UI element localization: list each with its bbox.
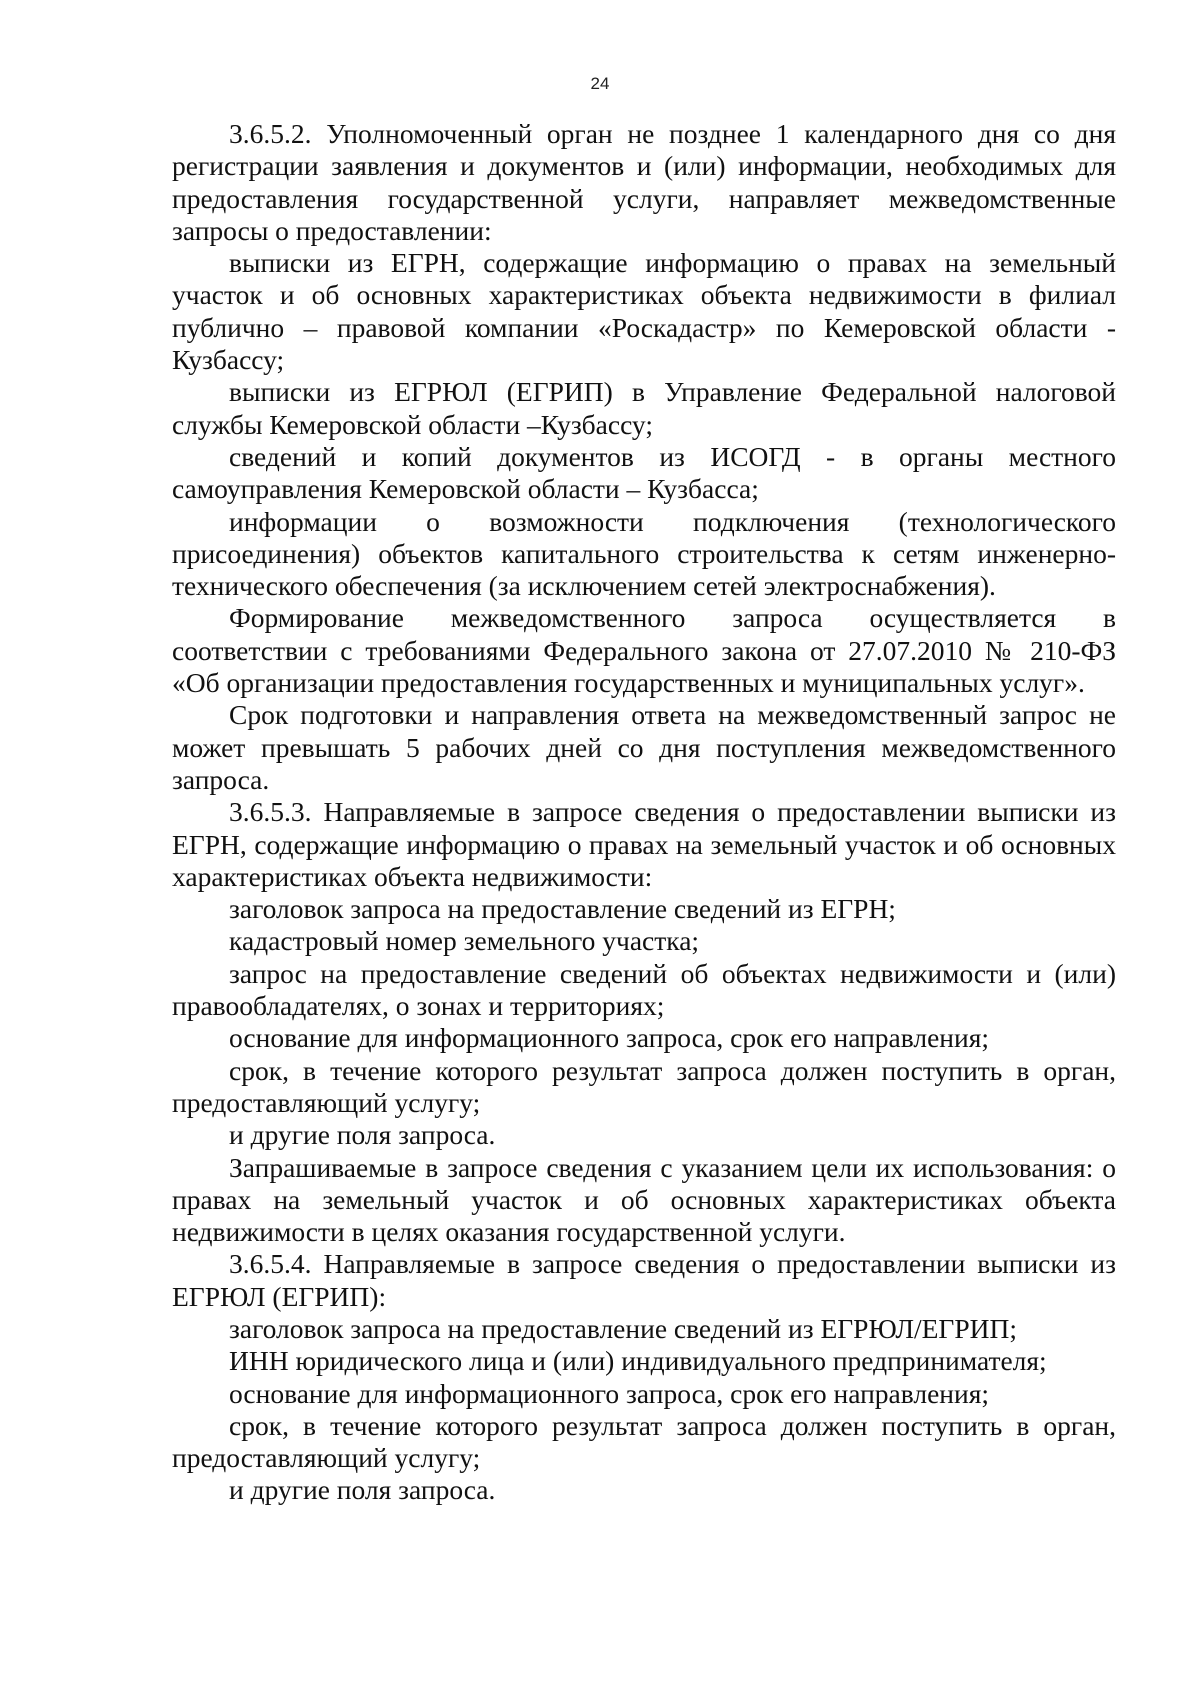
paragraph: кадастровый номер земельного участка; bbox=[229, 925, 700, 957]
paragraph: заголовок запроса на предоставление сведений из ЕГРН; bbox=[229, 893, 896, 925]
paragraph: 3.6.5.2. Уполномоченный орган не позднее 1 календарного дня со дня регистрации заявления и документов и (или) информации, необходимых для предоставления государственной услуги, направляет межведомственные запросы о предоставлении: bbox=[172, 118, 1116, 246]
paragraph: запрос на предоставление сведений об объектах недвижимости и (или) правообладателях, о зонах и территориях; bbox=[172, 957, 1116, 1022]
paragraph: информации о возможности подключения (технологического присоединения) объектов капитального строительства к сетям инженерно-технического обеспечения (за исключением сетей электроснабжения). bbox=[172, 505, 1116, 602]
paragraph: сведений и копий документов из ИСОГД - в органы местного самоуправления Кемеровской области – Кузбасса; bbox=[172, 440, 1116, 505]
paragraph: выписки из ЕГРН, содержащие информацию о правах на земельный участок и об основных характеристиках объекта недвижимости в филиал публично – правовой компании «Роскадастр» по Кемеровской области - Кузбассу; bbox=[172, 247, 1116, 376]
paragraph: Срок подготовки и направления ответа на межведомственный запрос не может превышать 5 рабочих дней со дня поступления межведомственного запроса. bbox=[172, 699, 1116, 795]
paragraph: срок, в течение которого результат запроса должен поступить в орган, предоставляющий услугу; bbox=[172, 1054, 1116, 1118]
paragraph: основание для информационного запроса, срок его направления; bbox=[229, 1377, 990, 1409]
paragraph: 3.6.5.4. Направляемые в запросе сведения о предоставлении выписки из ЕГРЮЛ (ЕГРИП): bbox=[172, 1248, 1116, 1312]
page-number: 24 bbox=[590, 74, 610, 93]
paragraph: основание для информационного запроса, срок его направления; bbox=[229, 1022, 990, 1054]
paragraph: выписки из ЕГРЮЛ (ЕГРИП) в Управление Федеральной налоговой службы Кемеровской области –Кузбассу; bbox=[172, 376, 1116, 440]
paragraph: Запрашиваемые в запросе сведения с указанием цели их использования: о правах на земельный участок и об основных характеристиках объекта недвижимости в целях оказания государственной услуги. bbox=[172, 1151, 1116, 1248]
paragraph: Формирование межведомственного запроса осуществляется в соответствии с требованиями Федерального закона от 27.07.2010 № 210-ФЗ «Об организации предоставления государственных и муниципальных услуг». bbox=[172, 602, 1116, 699]
document-body bbox=[172, 118, 1116, 1507]
paragraph: срок, в течение которого результат запроса должен поступить в орган, предоставляющий услугу; bbox=[172, 1409, 1116, 1474]
paragraph: и другие поля запроса. bbox=[229, 1119, 496, 1151]
paragraph: 3.6.5.3. Направляемые в запросе сведения о предоставлении выписки из ЕГРН, содержащие информацию о правах на земельный участок и об основных характеристиках объекта недвижимости: bbox=[172, 796, 1116, 892]
paragraph: и другие поля запроса. bbox=[229, 1474, 496, 1506]
paragraph: заголовок запроса на предоставление сведений из ЕГРЮЛ/ЕГРИП; bbox=[229, 1312, 1017, 1344]
paragraph: ИНН юридического лица и (или) индивидуального предпринимателя; bbox=[229, 1345, 1047, 1377]
